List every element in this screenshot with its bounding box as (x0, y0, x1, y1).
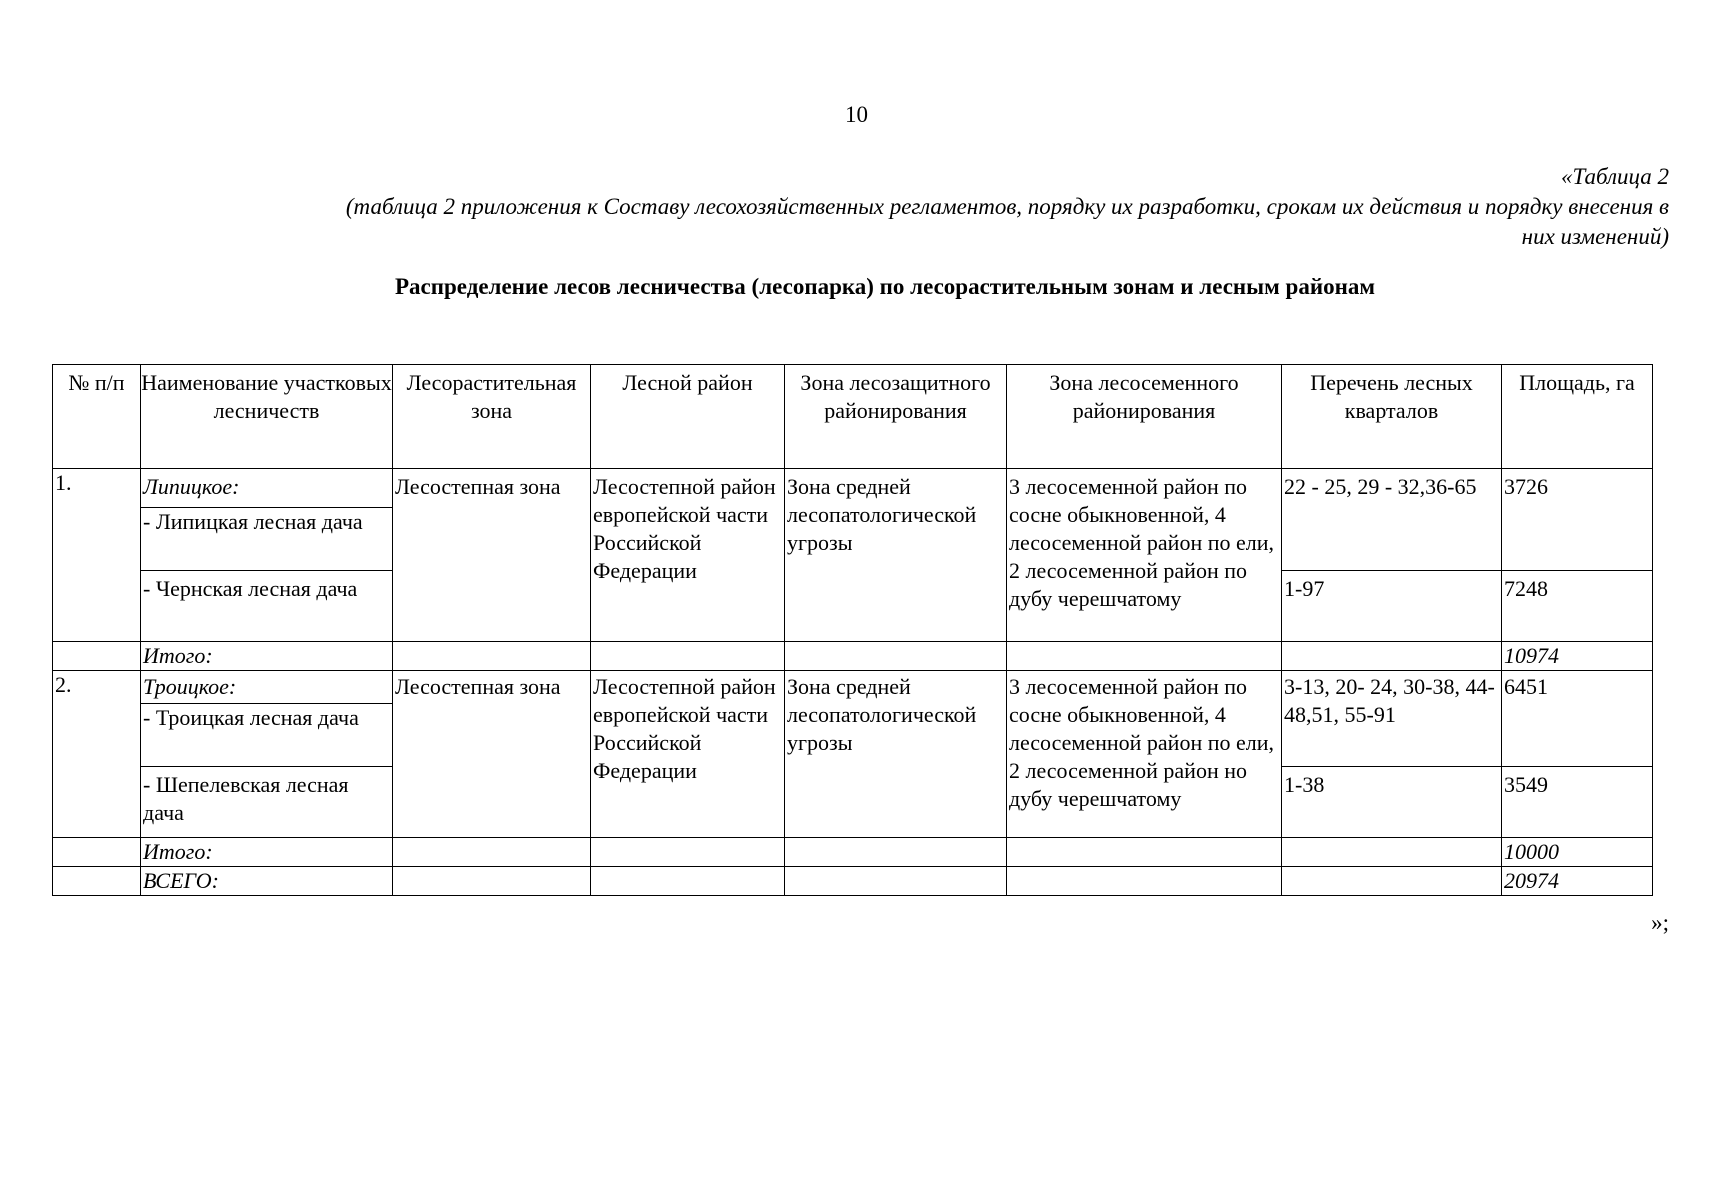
row-num: 2. (53, 671, 141, 838)
table-reference (329, 162, 1669, 252)
header-protect: Зона лесозащитного районирования (785, 365, 1007, 469)
header-num: № п/п (53, 365, 141, 469)
area-value: 6451 (1502, 671, 1653, 767)
table-row (53, 469, 1653, 508)
subtotal-row (53, 642, 1653, 671)
page-number: 10 (845, 102, 868, 127)
seed-zone: 3 лесосеменной район по сосне обыкновенной, 4 лесосеменной район по ели, 2 лесосеменной район но дубу черешчатому (1007, 671, 1282, 838)
table-reference-note: (таблица 2 приложения к Составу лесохозяйственных регламентов, порядку их разработки, срокам их действия и порядку внесения в них изменений) (345, 194, 1669, 249)
document-title: Распределение лесов лесничества (лесопарка) по лесорастительным зонам и лесным районам (394, 274, 1375, 299)
row-num: 1. (53, 469, 141, 642)
protection-zone: Зона средней лесопатологической угрозы (785, 671, 1007, 838)
header-row (53, 365, 1653, 469)
quarters-list: 1-97 (1282, 571, 1502, 642)
forest-region: Лесостепной район европейской части Российской Федерации (591, 469, 785, 642)
forest-zone: Лесостепная зона (393, 469, 591, 642)
quarters-list: 3-13, 20- 24, 30-38, 44-48,51, 55-91 (1282, 671, 1502, 767)
grand-total-area: 20974 (1502, 867, 1653, 896)
subforestry-name: - Липицкая лесная дача (141, 508, 393, 571)
quarters-list: 22 - 25, 29 - 32,36-65 (1282, 469, 1502, 571)
table-row (53, 671, 1653, 704)
seed-zone: 3 лесосеменной район по сосне обыкновенной, 4 лесосеменной район по ели, 2 лесосеменной район по дубу черешчатому (1007, 469, 1282, 642)
subtotal-row (53, 838, 1653, 867)
grand-total-row (53, 867, 1653, 896)
grand-total-label: ВСЕГО: (141, 867, 393, 896)
subforestry-name: - Чернская лесная дача (141, 571, 393, 642)
forest-region: Лесостепной район европейской части Российской Федерации (591, 671, 785, 838)
header-zone: Лесорастительная зона (393, 365, 591, 469)
area-value: 7248 (1502, 571, 1653, 642)
protection-zone: Зона средней лесопатологической угрозы (785, 469, 1007, 642)
header-region: Лесной район (591, 365, 785, 469)
subtotal-area: 10000 (1502, 838, 1653, 867)
header-name: Наименование участковых лесничеств (141, 365, 393, 469)
subtotal-label: Итого: (141, 642, 393, 671)
subforestry-name: - Шепелевская лесная дача (141, 767, 393, 838)
forest-distribution-table (52, 364, 1653, 896)
header-seed: Зона лесосеменного районирования (1007, 365, 1282, 469)
area-value: 3726 (1502, 469, 1653, 571)
forestry-name: Троицкое: (141, 671, 393, 704)
header-quarters: Перечень лесных кварталов (1282, 365, 1502, 469)
header-area: Площадь, га (1502, 365, 1653, 469)
forestry-name: Липицкое: (141, 469, 393, 508)
subtotal-area: 10974 (1502, 642, 1653, 671)
quarters-list: 1-38 (1282, 767, 1502, 838)
table-reference-label: «Таблица 2 (1560, 164, 1669, 189)
closing-quote: »; (1651, 910, 1669, 935)
subtotal-label: Итого: (141, 838, 393, 867)
subforestry-name: - Троицкая лесная дача (141, 704, 393, 767)
forest-zone: Лесостепная зона (393, 671, 591, 838)
area-value: 3549 (1502, 767, 1653, 838)
